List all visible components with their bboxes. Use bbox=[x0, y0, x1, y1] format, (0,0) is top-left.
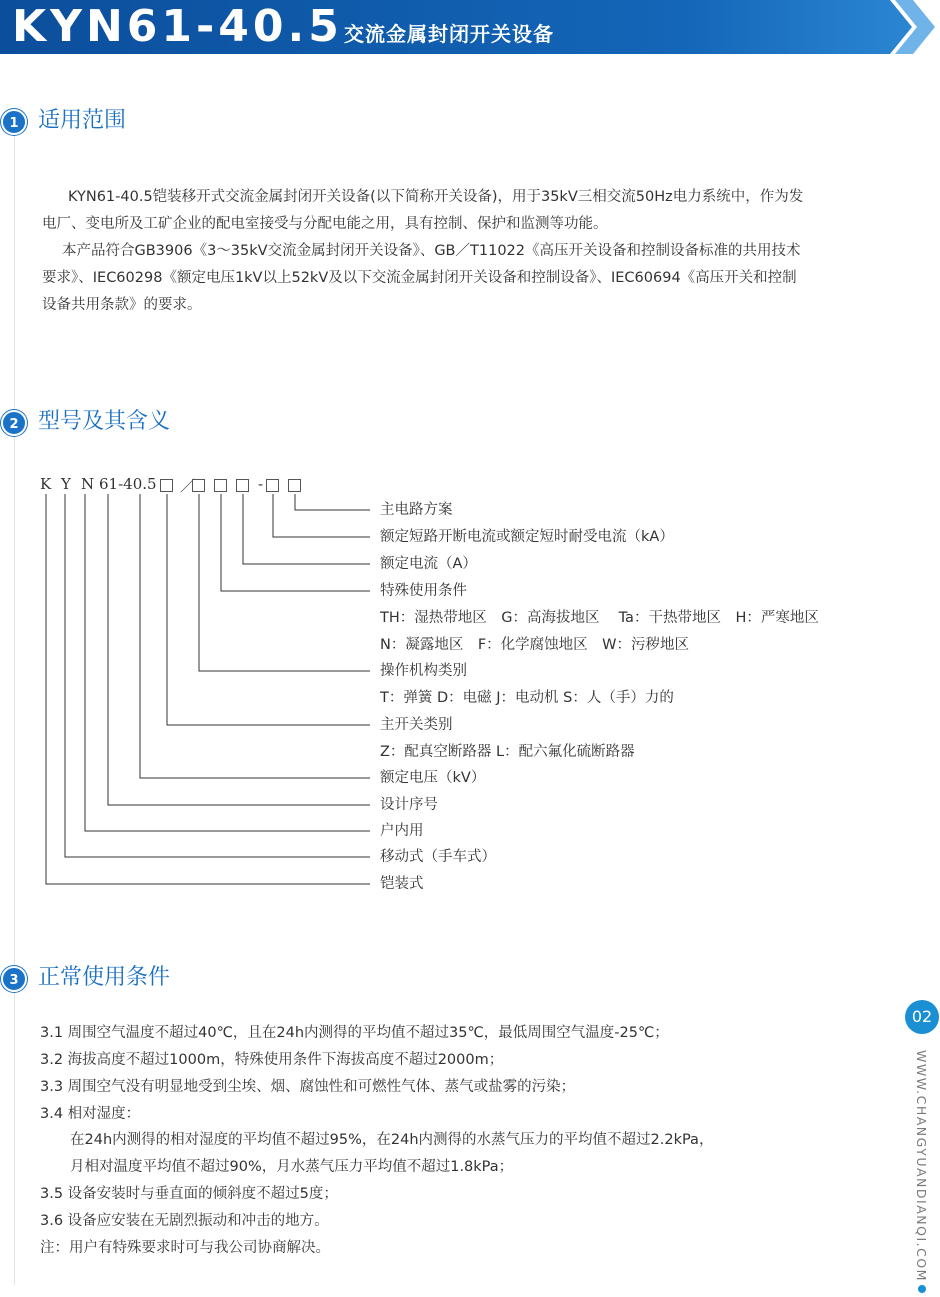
code-voltage: 61-40.5 bbox=[99, 475, 157, 493]
website-text: WWW.CHANGYUANDIANQI.COM bbox=[914, 1050, 929, 1282]
header-banner bbox=[0, 0, 940, 54]
label-breaking-current: 额定短路开断电流或额定短时耐受电流（kA） bbox=[380, 529, 674, 545]
condition-subitem: 在24h内测得的相对湿度的平均值不超过95%，在24h内测得的水蒸气压力的平均值不超过2.2kPa， bbox=[70, 1132, 714, 1148]
code-char-y: Y bbox=[61, 475, 71, 493]
section-title: 型号及其含义 bbox=[38, 409, 171, 434]
label-rated-current: 额定电流（A） bbox=[380, 556, 477, 572]
condition-item: 3.1 周围空气温度不超过40℃，且在24h内测得的平均值不超过35℃，最低周围空气温度-25℃； bbox=[40, 1025, 669, 1041]
label-special-codes-2: N：凝露地区 F：化学腐蚀地区 W：污秽地区 bbox=[380, 637, 690, 653]
scope-line: KYN61-40.5铠装移开式交流金属封闭开关设备(以下简称开关设备)，用于35kV三相交流50Hz电力系统中，作为发 bbox=[68, 189, 804, 205]
section-number-badge: 2 bbox=[1, 410, 27, 436]
code-char-n: N bbox=[81, 475, 95, 493]
label-mechanism-codes: T：弹簧 D：电磁 J：电动机 S：人（手）力的 bbox=[380, 690, 674, 706]
section-title: 正常使用条件 bbox=[38, 965, 171, 990]
condition-item: 3.5 设备安装时与垂直面的倾斜度不超过5度； bbox=[40, 1186, 338, 1202]
section-number-badge: 3 bbox=[1, 966, 27, 992]
section-title: 适用范围 bbox=[38, 108, 127, 133]
scope-line: 本产品符合GB3906《3～35kV交流金属封闭开关设备》、GB／T11022《高压开关设备和控制设备标准的共用技术 bbox=[62, 243, 801, 259]
section-number-badge: 1 bbox=[1, 109, 27, 135]
label-special-codes-1: TH：湿热带地区 G：高海拔地区 Ta：干热带地区 H：严寒地区 bbox=[380, 610, 819, 626]
code-char-k: K bbox=[40, 475, 52, 493]
label-special-conditions: 特殊使用条件 bbox=[380, 583, 467, 599]
scope-line: 电厂、变电所及工矿企业的配电室接受与分配电能之用，具有控制、保护和监测等功能。 bbox=[42, 216, 608, 232]
scope-line: 要求》、IEC60298《额定电压1kV以上52kV及以下交流金属封闭开关设备和控制设备》、IEC60694《高压开关和控制 bbox=[42, 270, 797, 286]
label-design-number: 设计序号 bbox=[380, 797, 438, 813]
scope-text bbox=[42, 184, 892, 319]
decorative-dot bbox=[918, 1285, 926, 1293]
model-subtitle: 交流金属封闭开关设备 bbox=[344, 22, 554, 46]
page-number-badge: 02 bbox=[905, 1000, 939, 1034]
condition-subitem: 月相对温度平均值不超过90%，月水蒸气压力平均值不超过1.8kPa； bbox=[70, 1159, 514, 1175]
condition-item: 3.2 海拔高度不超过1000m，特殊使用条件下海拔高度不超过2000m； bbox=[40, 1052, 504, 1068]
code-dash: - bbox=[258, 475, 264, 493]
website-vertical bbox=[915, 1050, 933, 1280]
label-withdrawable: 移动式（手车式） bbox=[380, 849, 496, 865]
label-mechanism: 操作机构类别 bbox=[380, 663, 467, 679]
label-rated-voltage: 额定电压（kV） bbox=[380, 770, 486, 786]
condition-note: 注：用户有特殊要求时可与我公司协商解决。 bbox=[40, 1240, 330, 1256]
model-title: KYN61-40.5 bbox=[12, 1, 343, 52]
label-armored: 铠装式 bbox=[380, 876, 424, 892]
label-main-switch-codes: Z：配真空断路器 L：配六氟化硫断路器 bbox=[380, 744, 635, 760]
code-slash: ／ bbox=[180, 477, 196, 495]
condition-item: 3.3 周围空气没有明显地受到尘埃、烟、腐蚀性和可燃性气体、蒸气或盐雾的污染； bbox=[40, 1079, 576, 1095]
condition-item: 3.6 设备应安装在无剧烈振动和冲击的地方。 bbox=[40, 1213, 329, 1229]
label-main-circuit: 主电路方案 bbox=[380, 502, 453, 518]
scope-line: 设备共用条款》的要求。 bbox=[42, 297, 202, 313]
left-guide-line bbox=[14, 110, 15, 1285]
label-main-switch: 主开关类别 bbox=[380, 717, 453, 733]
condition-item: 3.4 相对湿度： bbox=[40, 1106, 141, 1122]
model-code-diagram bbox=[30, 470, 890, 910]
label-indoor: 户内用 bbox=[380, 823, 424, 839]
